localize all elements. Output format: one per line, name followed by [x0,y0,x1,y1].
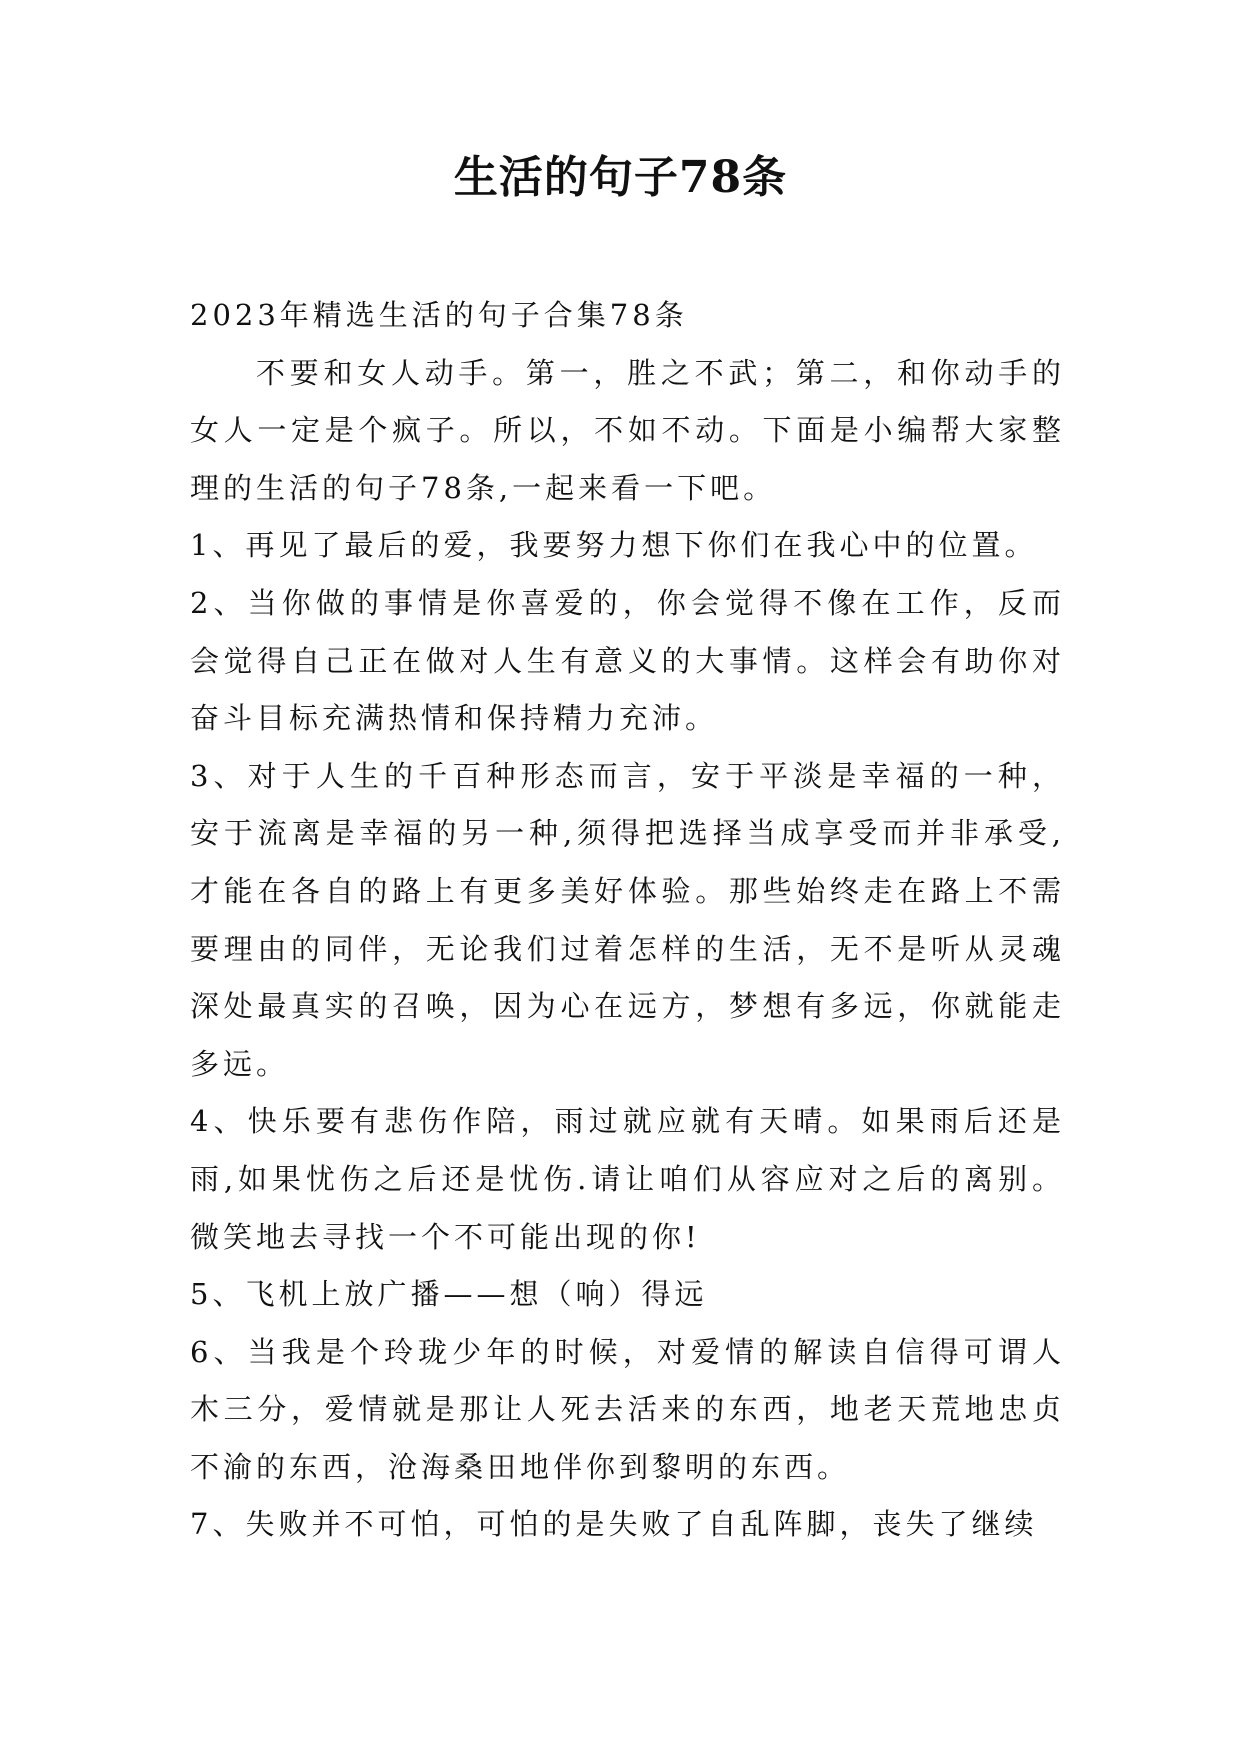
list-item: 3、对于人生的千百种形态而言，安于平淡是幸福的一种，安于流离是幸福的另一种,须得把选择当成享受而并非承受,才能在各自的路上有更多美好体验。那些始终走在路上不需要理由的同伴，无论我们过着怎样的生活，无不是听从灵魂深处最真实的召唤，因为心在远方，梦想有多远，你就能走多远。 [190,758,1065,1081]
document-title: 生活的句子78条 [453,152,788,203]
list-item: 2、当你做的事情是你喜爱的，你会觉得不像在工作，反而会觉得自己正在做对人生有意义的大事情。这样会有助你对奋斗目标充满热情和保持精力充沛。 [190,585,1065,736]
list-item: 4、快乐要有悲伤作陪，雨过就应就有天晴。如果雨后还是雨,如果忧伤之后还是忧伤.请让咱们从容应对之后的离别。微笑地去寻找一个不可能出现的你! [190,1104,1065,1254]
list-item: 6、当我是个玲珑少年的时候，对爱情的解读自信得可谓人木三分，爱情就是那让人死去活来的东西，地老天荒地忠贞不渝的东西，沧海桑田地伴你到黎明的东西。 [190,1334,1065,1484]
intro-paragraph: 不要和女人动手。第一，胜之不武；第二，和你动手的女人一定是个疯子。所以，不如不动。下面是小编帮大家整理的生活的句子78条,一起来看一下吧。 [190,355,1065,505]
document-body [190,287,1065,1554]
document-subtitle: 2023年精选生活的句子合集78条 [190,298,688,332]
list-item: 7、失败并不可怕，可怕的是失败了自乱阵脚，丧失了继续 [190,1507,1038,1542]
list-item: 5、飞机上放广播——想（响）得远 [190,1277,708,1312]
list-item: 1、再见了最后的爱，我要努力想下你们在我心中的位置。 [190,528,1038,563]
